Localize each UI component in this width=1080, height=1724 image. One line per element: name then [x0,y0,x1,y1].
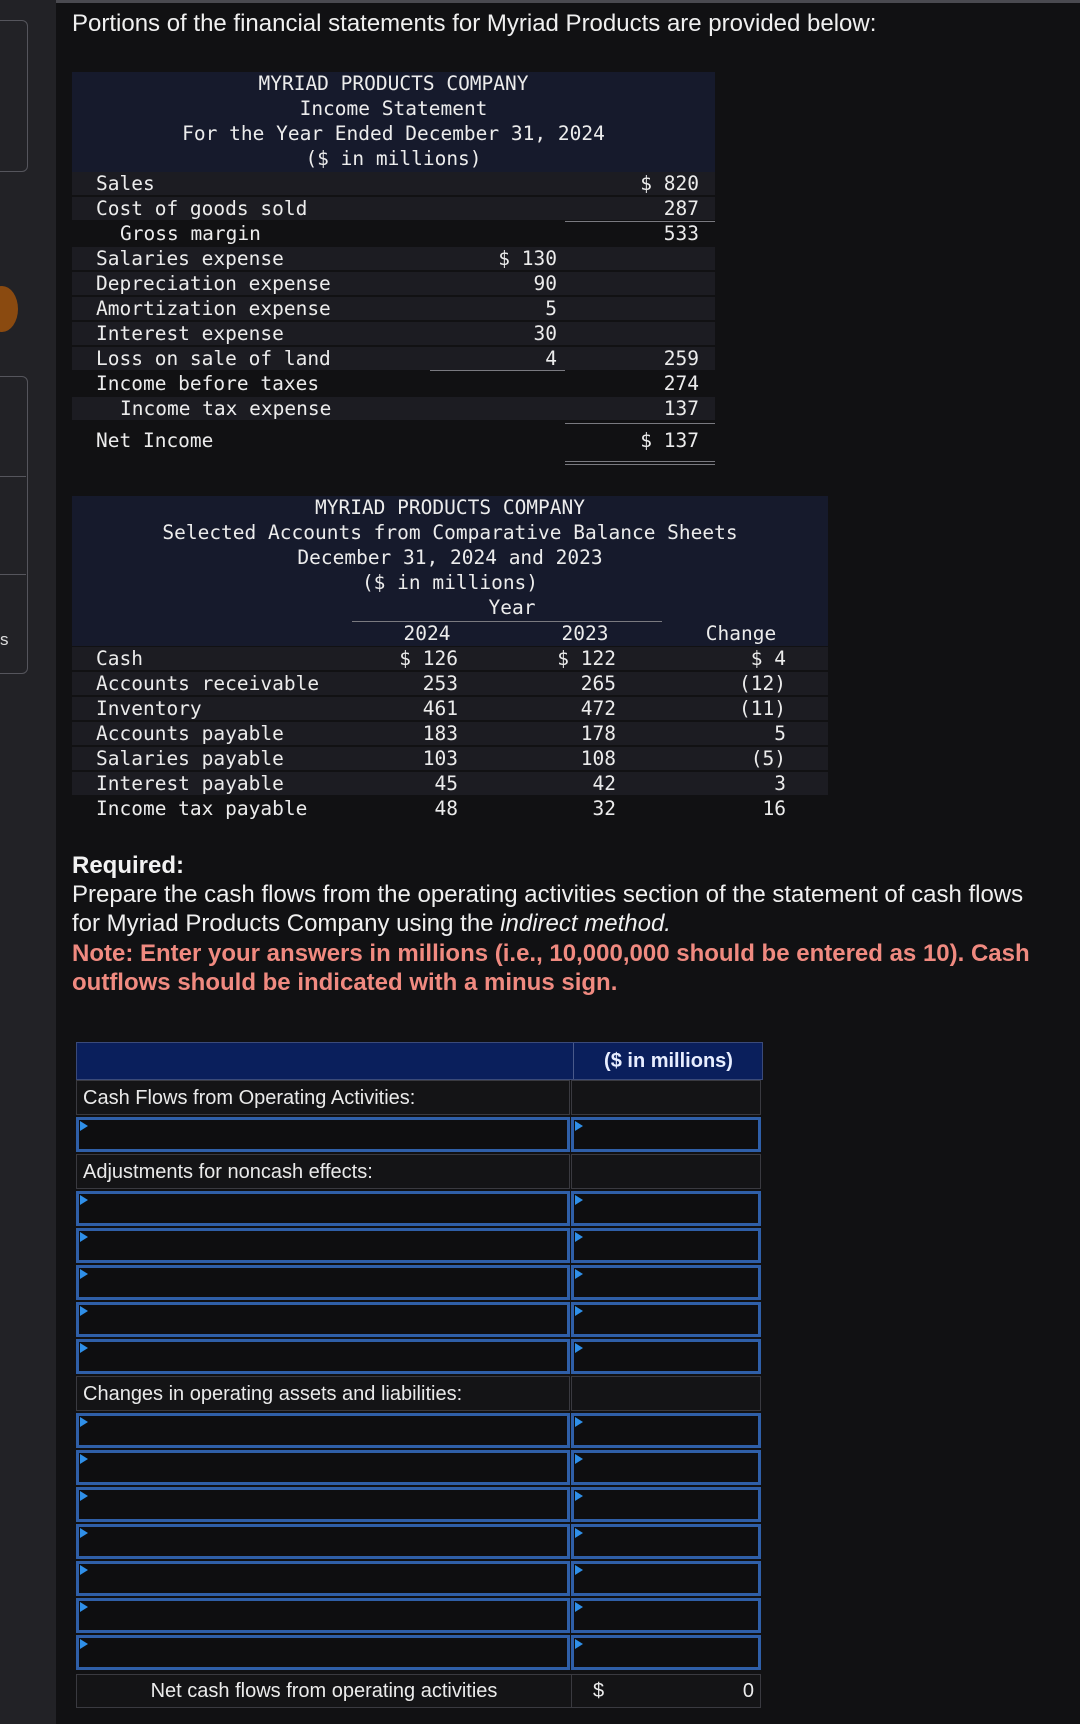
dropdown-arrow-icon [575,1528,583,1538]
dropdown-arrow-icon [575,1417,583,1427]
balance-company: MYRIAD PRODUCTS COMPANY [314,496,586,519]
adjustment-item-input[interactable] [76,1265,570,1300]
is-row: Gross margin 533 [120,222,699,245]
dropdown-arrow-icon [575,1454,583,1464]
is-row: Depreciation expense 90 [72,272,715,295]
dropdown-arrow-icon [575,1232,583,1242]
is-row: Cost of goods sold 287 [72,197,715,220]
net-cash-total-row [76,1674,761,1708]
section-operating-label: Cash Flows from Operating Activities: [76,1080,570,1115]
subtotal-rule [565,423,715,424]
dropdown-arrow-icon [80,1195,88,1205]
dropdown-arrow-icon [575,1195,583,1205]
adjustment-amount-input[interactable] [571,1191,761,1226]
change-amount-input[interactable] [571,1450,761,1485]
subtotal-rule [430,370,565,371]
sidebar-divider [0,476,26,477]
dropdown-arrow-icon [575,1269,583,1279]
change-amount-input[interactable] [571,1413,761,1448]
dropdown-arrow-icon [80,1121,88,1131]
dropdown-arrow-icon [80,1454,88,1464]
sidebar-panel[interactable] [0,20,28,172]
dropdown-arrow-icon [80,1639,88,1649]
net-cash-total-value: 0 [742,1680,754,1702]
net-cash-total-label: Net cash flows from operating activities [77,1675,572,1707]
change-amount-input[interactable] [571,1635,761,1670]
balance-dates: December 31, 2024 and 2023 [297,546,603,569]
bs-row: Inventory 461 472 (11) [72,697,828,720]
is-row: Net Income $ 137 [96,429,699,452]
dropdown-arrow-icon [575,1343,583,1353]
change-item-input[interactable] [76,1413,570,1448]
adjustment-amount-input[interactable] [571,1302,761,1337]
section-spacer [571,1376,761,1411]
intro-text: Portions of the financial statements for Myriad Products are provided below: [72,10,877,37]
adjustment-item-input[interactable] [76,1191,570,1226]
form-header [76,1042,763,1080]
dropdown-arrow-icon [575,1121,583,1131]
millions-column-header: ($ in millions) [573,1043,763,1079]
total-rule [565,464,715,465]
section-changes-label: Changes in operating assets and liabilities: [76,1376,570,1411]
col-header-change: Change [705,622,777,645]
sidebar-divider [0,574,26,575]
is-row: Interest expense 30 [72,322,715,345]
adjustment-amount-input[interactable] [571,1265,761,1300]
required-heading: Required: [72,852,185,879]
dropdown-arrow-icon [575,1639,583,1649]
bs-row: Salaries payable 103 108 (5) [72,747,828,770]
dropdown-arrow-icon [575,1306,583,1316]
col-header-2024: 2024 [403,622,451,645]
left-sidebar [0,0,56,1724]
dropdown-arrow-icon [80,1269,88,1279]
change-item-input[interactable] [76,1635,570,1670]
statement-title: Income Statement [299,97,488,120]
dropdown-arrow-icon [575,1565,583,1575]
dropdown-arrow-icon [80,1565,88,1575]
dropdown-arrow-icon [80,1491,88,1501]
adjustment-amount-input[interactable] [571,1228,761,1263]
operating-item-input[interactable] [76,1117,570,1152]
required-instructions: Prepare the cash flows from the operating activities section of the statement of cash flows for Myriad Products Company using the indirect method. [72,881,1024,937]
adjustment-amount-input[interactable] [571,1339,761,1374]
adjustment-item-input[interactable] [76,1228,570,1263]
balance-units: ($ in millions) [361,571,539,594]
bs-row: Income tax payable 48 32 16 [96,797,786,820]
dropdown-arrow-icon [80,1417,88,1427]
top-border [56,0,1080,3]
statement-company: MYRIAD PRODUCTS COMPANY [258,72,529,95]
year-header: Year [488,596,536,619]
sidebar-indicator-dot [0,286,18,332]
operating-amount-input[interactable] [571,1117,761,1152]
is-row: Income before taxes 274 [96,372,699,395]
net-cash-currency: $ [593,1680,605,1702]
dropdown-arrow-icon [80,1343,88,1353]
adjustment-item-input[interactable] [76,1302,570,1337]
dropdown-arrow-icon [80,1306,88,1316]
is-row: Amortization expense 5 [72,297,715,320]
bs-row: Accounts payable 183 178 5 [72,722,828,745]
dropdown-arrow-icon [575,1491,583,1501]
balance-title: Selected Accounts from Comparative Balance Sheets [162,521,738,544]
is-row: Salaries expense $ 130 [72,247,715,270]
col-header-2023: 2023 [561,622,609,645]
statement-units: ($ in millions) [305,147,482,170]
bs-row: Interest payable 45 42 3 [72,772,828,795]
statement-period: For the Year Ended December 31, 2024 [182,122,605,145]
change-item-input[interactable] [76,1598,570,1633]
bs-row: Accounts receivable 253 265 (12) [72,672,828,695]
sidebar-letter: s [0,630,9,649]
dropdown-arrow-icon [80,1602,88,1612]
change-item-input[interactable] [76,1524,570,1559]
change-amount-input[interactable] [571,1561,761,1596]
is-row: Sales $ 820 [72,172,715,195]
is-row: Income tax expense 137 [72,397,715,420]
change-amount-input[interactable] [571,1487,761,1522]
required-note: Note: Enter your answers in millions (i.e., 10,000,000 should be entered as 10). Cash outflows should be indicated with a minus sign. [72,940,1030,996]
change-amount-input[interactable] [571,1598,761,1633]
dropdown-arrow-icon [575,1602,583,1612]
adjustment-item-input[interactable] [76,1339,570,1374]
dropdown-arrow-icon [80,1232,88,1242]
change-item-input[interactable] [76,1487,570,1522]
change-item-input[interactable] [76,1450,570,1485]
section-spacer [571,1154,761,1189]
is-row: Loss on sale of land 4 259 [72,347,715,370]
change-amount-input[interactable] [571,1524,761,1559]
dropdown-arrow-icon [80,1528,88,1538]
section-spacer [571,1080,761,1115]
total-rule [565,461,715,462]
section-adjustments-label: Adjustments for noncash effects: [76,1154,570,1189]
change-item-input[interactable] [76,1561,570,1596]
bs-row: Cash $ 126 $ 122 $ 4 [72,647,828,670]
